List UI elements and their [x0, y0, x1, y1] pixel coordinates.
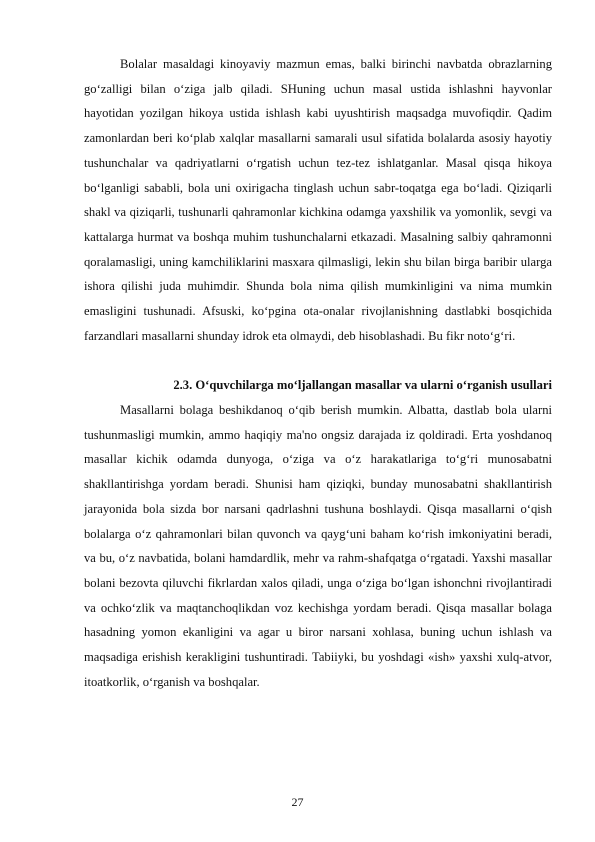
body-paragraph-2: Masallarni bolaga beshikdanoq o‘qib berish mumkin. Albatta, dastlab bola ularni tushunmasligi mumkin, ammo haqiqiy ma'no ongsiz darajada iz qoldiradi. Erta yoshdanoq masallar kichik odamda dunyoga, o‘ziga va o‘z harakatlariga to‘g‘ri munosabatni shakllantirishga yordam beradi. Shunisi ham qiziqki, bunday munosabatni shakllantirish jarayonida bola sizda bor narsani qadrlashni tushuna boshlaydi. Qisqa masallarni o‘qish bolalarga o‘z qahramonlari bilan quvonch va qayg‘uni baham ko‘rish imkoniyatini beradi, va bu, o‘z navbatida, bolani hamdardlik, mehr va rahm-shafqatga o‘rgatadi. Yaxshi masallar bolani bezovta qiluvchi fikrlardan xalos qiladi, unga o‘ziga bo‘lgan ishonchni rivojlantiradi va ochko‘zlik va maqtanchoqlikdan voz kechishga yordam beradi. Qisqa masallar bolaga hasadning yomon ekanligini va agar u biror narsani xohlasa, buning uchun ishlash va maqsadiga erishish kerakligini tushuntiradi. Tabiiyki, bu yoshdagi «ish» yaxshi xulq-atvor, itoatkorlik, o‘rganish va boshqalar.	[84, 403, 552, 689]
page-number: 27	[291, 795, 304, 809]
body-paragraph-1: Bolalar masaldagi kinoyaviy mazmun emas, balki birinchi navbatda obrazlarning go‘zalligi bilan o‘ziga jalb qiladi. SHuning uchun masal ustida ishlashni hayvonlar hayotidan yozilgan hikoya ustida ishlash kabi uyushtirish maqsadga muvofiqdir. Qadim zamonlardan beri ko‘plab xalqlar masallarni samarali usul sifatida bolalarda asosiy hayotiy tushunchalar va qadriyatlarni o‘rgatish uchun tez-tez ishlatganlar. Masal qisqa hikoya bo‘lganligi sababli, bola uni oxirigacha tinglash uchun sabr-toqatga ega bo‘ladi. Qiziqarli shakl va qiziqarli, tushunarli qahramonlar kichkina odamga yaxshilik va yomonlik, sevgi va kattalarga hurmat va boshqa muhim tushunchalarni etkazadi. Masalning salbiy qahramonni qoralamasligi, uning kamchiliklarini masxara qilmasligi, lekin shu bilan birga baribir ularga ishora qilishi juda muhimdir. Shunda bola nima qilish mumkinligini va nima mumkin emasligini tushunadi. Afsuski, ko‘pgina ota-onalar rivojlanishning dastlabki bosqichida farzandlari masallarni shunday idrok eta olmaydi, deb hisoblashadi. Bu fikr noto‘g‘ri.	[84, 57, 552, 343]
section-heading: 2.3. O‘quvchilarga mo‘ljallangan masallar va ularni o‘rganish usullari	[173, 378, 552, 392]
